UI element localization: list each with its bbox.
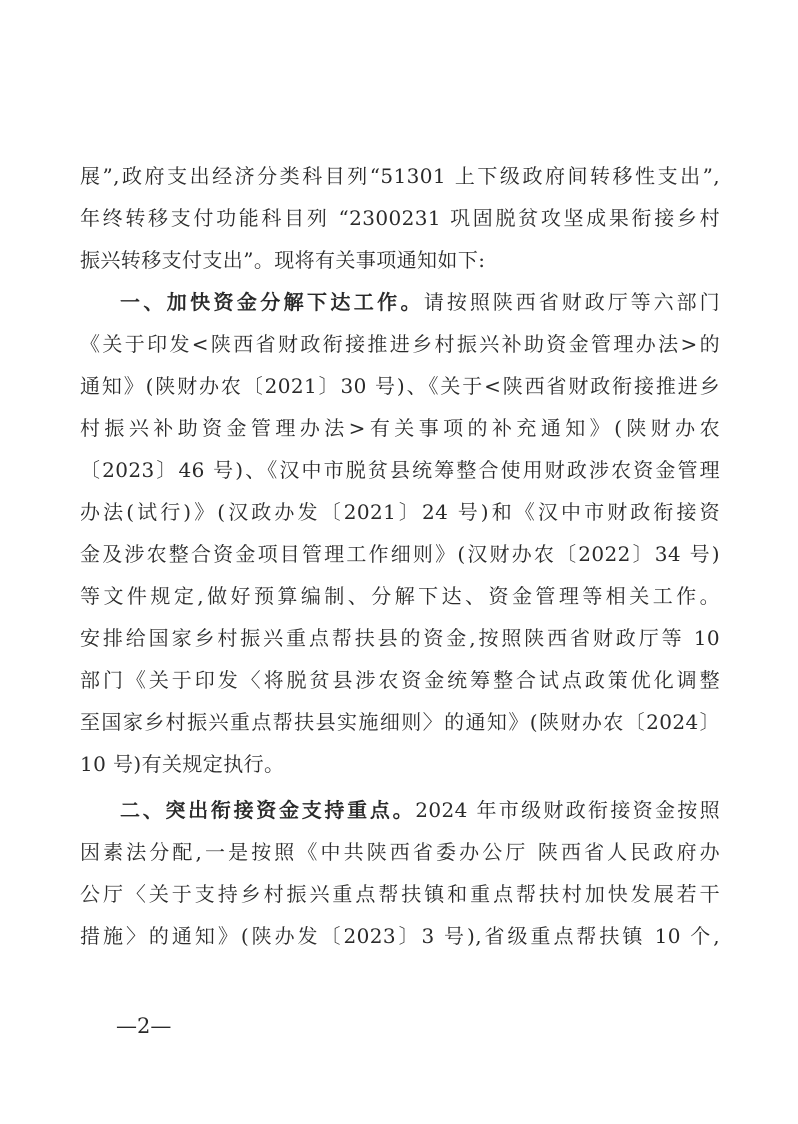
section-2-line: 措施〉的通知》(陕办发〔2023〕3 号),省级重点帮扶镇 10 个,	[80, 924, 720, 948]
intro-line-3: 振兴转移支付支出”。现将有关事项通知如下:	[80, 248, 486, 272]
section-1-line: 通知》(陕财办农〔2021〕30 号)、《关于<陕西省财政衔接推进乡	[80, 374, 720, 398]
section-1-first-line-text: 请按照陕西省财政厅等六部门	[423, 290, 720, 314]
section-2-first-line-text: 2024 年市级财政衔接资金按照	[415, 798, 720, 822]
section-2-line: 公厅〈关于支持乡村振兴重点帮扶镇和重点帮扶村加快发展若干	[80, 882, 720, 906]
section-1-line: 10 号)有关规定执行。	[80, 752, 285, 776]
section-2-line: 因素法分配,一是按照《中共陕西省委办公厅 陕西省人民政府办	[80, 840, 720, 864]
section-1-line: 《关于印发<陕西省财政衔接推进乡村振兴补助资金管理办法>的	[80, 332, 720, 356]
section-1-line: 金及涉农整合资金项目管理工作细则》(汉财办农〔2022〕34 号)	[80, 542, 720, 566]
intro-line-1: 展”,政府支出经济分类科目列“51301 上下级政府间转移性支出”,	[80, 164, 720, 188]
section-1-first-line	[120, 288, 720, 316]
section-1-line: 部门《关于印发〈将脱贫县涉农资金统筹整合试点政策优化调整	[80, 668, 720, 692]
page-number: —2—	[116, 1014, 172, 1038]
section-1-line: 安排给国家乡村振兴重点帮扶县的资金,按照陕西省财政厅等 10	[80, 626, 720, 650]
section-1-line: 等文件规定,做好预算编制、分解下达、资金管理等相关工作。	[80, 584, 720, 608]
intro-line-2: 年终转移支付功能科目列 “2300231 巩固脱贫攻坚成果衔接乡村	[80, 206, 720, 230]
section-1-line: 村振兴补助资金管理办法>有关事项的补充通知》(陕财办农	[80, 416, 720, 440]
section-2-heading: 二、突出衔接资金支持重点。	[120, 798, 416, 822]
section-1-line: 〔2023〕46 号)、《汉中市脱贫县统筹整合使用财政涉农资金管理	[80, 458, 720, 482]
section-1-line: 办法(试行)》(汉政办发〔2021〕24 号)和《汉中市财政衔接资	[80, 500, 720, 524]
section-1-heading: 一、加快资金分解下达工作。	[120, 290, 424, 314]
section-2-first-line	[120, 796, 720, 824]
section-1-line: 至国家乡村振兴重点帮扶县实施细则〉的通知》(陕财办农〔2024〕	[80, 710, 720, 734]
